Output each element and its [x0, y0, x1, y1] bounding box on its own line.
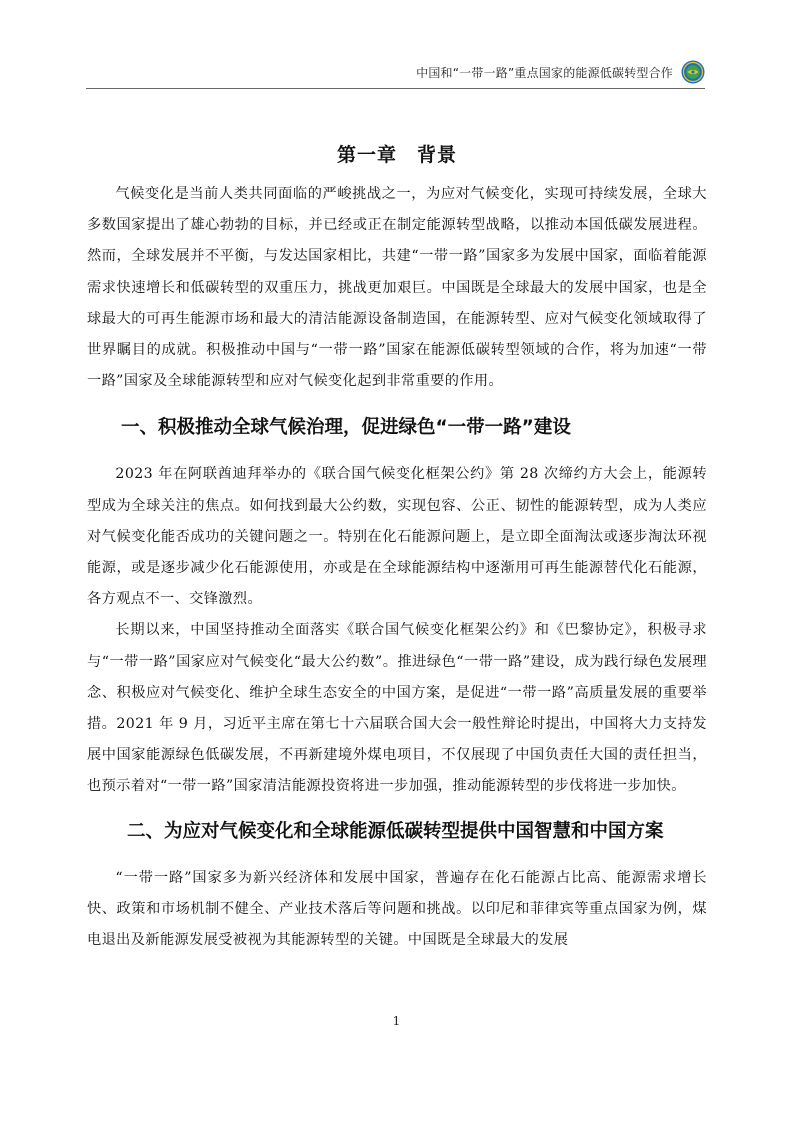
intro-paragraph: 气候变化是当前人类共同面临的严峻挑战之一，为应对气候变化，实现可持续发展，全球大多数国家提出了雄心勃勃的目标，并已经或正在制定能源转型战略，以推动本国低碳发展进程。然而，全球发展并不平衡，与发达国家相比，共建“一带一路”国家多为发展中国家，面临着能源需求快速增长和低碳转型的双重压力，挑战更加艰巨。中国既是全球最大的发展中国家，也是全球最大的可再生能源市场和最大的清洁能源设备制造国，在能源转型、应对气候变化领域取得了世界瞩目的成就。积极推动中国与“一带一路”国家在能源低碳转型领域的合作，将为加速“一带一路”国家及全球能源转型和应对气候变化起到非常重要的作用。: [87, 186, 707, 390]
page-content: [87, 140, 707, 956]
section-heading-1: 一、积极推动全球气候治理，促进绿色“一带一路”建设: [121, 417, 571, 439]
page-number: 1: [392, 1014, 401, 1028]
header-title: 中国和“一带一路”重点国家的能源低碳转型合作: [416, 66, 673, 80]
organization-emblem-icon: [681, 60, 705, 84]
section2-paragraph-1: “一带一路”国家多为新兴经济体和发展中国家，普遍存在化石能源占比高、能源需求增长快、政策和市场机制不健全、产业技术落后等问题和挑战。以印尼和菲律宾等重点国家为例，煤电退出及新能源发展受被视为其能源转型的关键。中国既是全球最大的发展: [87, 869, 707, 949]
page-header: [86, 60, 705, 86]
chapter-title: 第一章 背景: [336, 144, 457, 166]
section1-paragraph-2: 长期以来，中国坚持推动全面落实《联合国气候变化框架公约》和《巴黎协定》，积极寻求与“一带一路”国家应对气候变化“最大公约数”。推进绿色“一带一路”建设，成为践行绿色发展理念、积极应对气候变化、维护全球生态安全的中国方案，是促进“一带一路”高质量发展的重要举措。2021 年 9 月，习近平主席在第七十六届联合国大会一般性辩论时提出，中国将大力支持发展中国家能源绿色低碳发展，不再新建境外煤电项目，不仅展现了中国负责任大国的责任担当，也预示着对“一带一路”国家清洁能源投资将进一步加强，推动能源转型的步伐将进一步加快。: [87, 622, 707, 795]
header-divider: [86, 88, 705, 89]
section-heading-2: 二、为应对气候变化和全球能源低碳转型提供中国智慧和中国方案: [127, 820, 664, 842]
section1-paragraph-1: 2023 年在阿联酋迪拜举办的《联合国气候变化框架公约》第 28 次缔约方大会上，能源转型成为全球关注的焦点。如何找到最大公约数，实现包容、公正、韧性的能源转型，成为人类应对气候变化能否成功的关键问题之一。特别在化石能源问题上，是立即全面淘汰或逐步淘汰环视能源，或是逐步减少化石能源使用，亦或是在全球能源结构中逐渐用可再生能源替代化石能源，各方观点不一、交锋激烈。: [87, 466, 707, 608]
